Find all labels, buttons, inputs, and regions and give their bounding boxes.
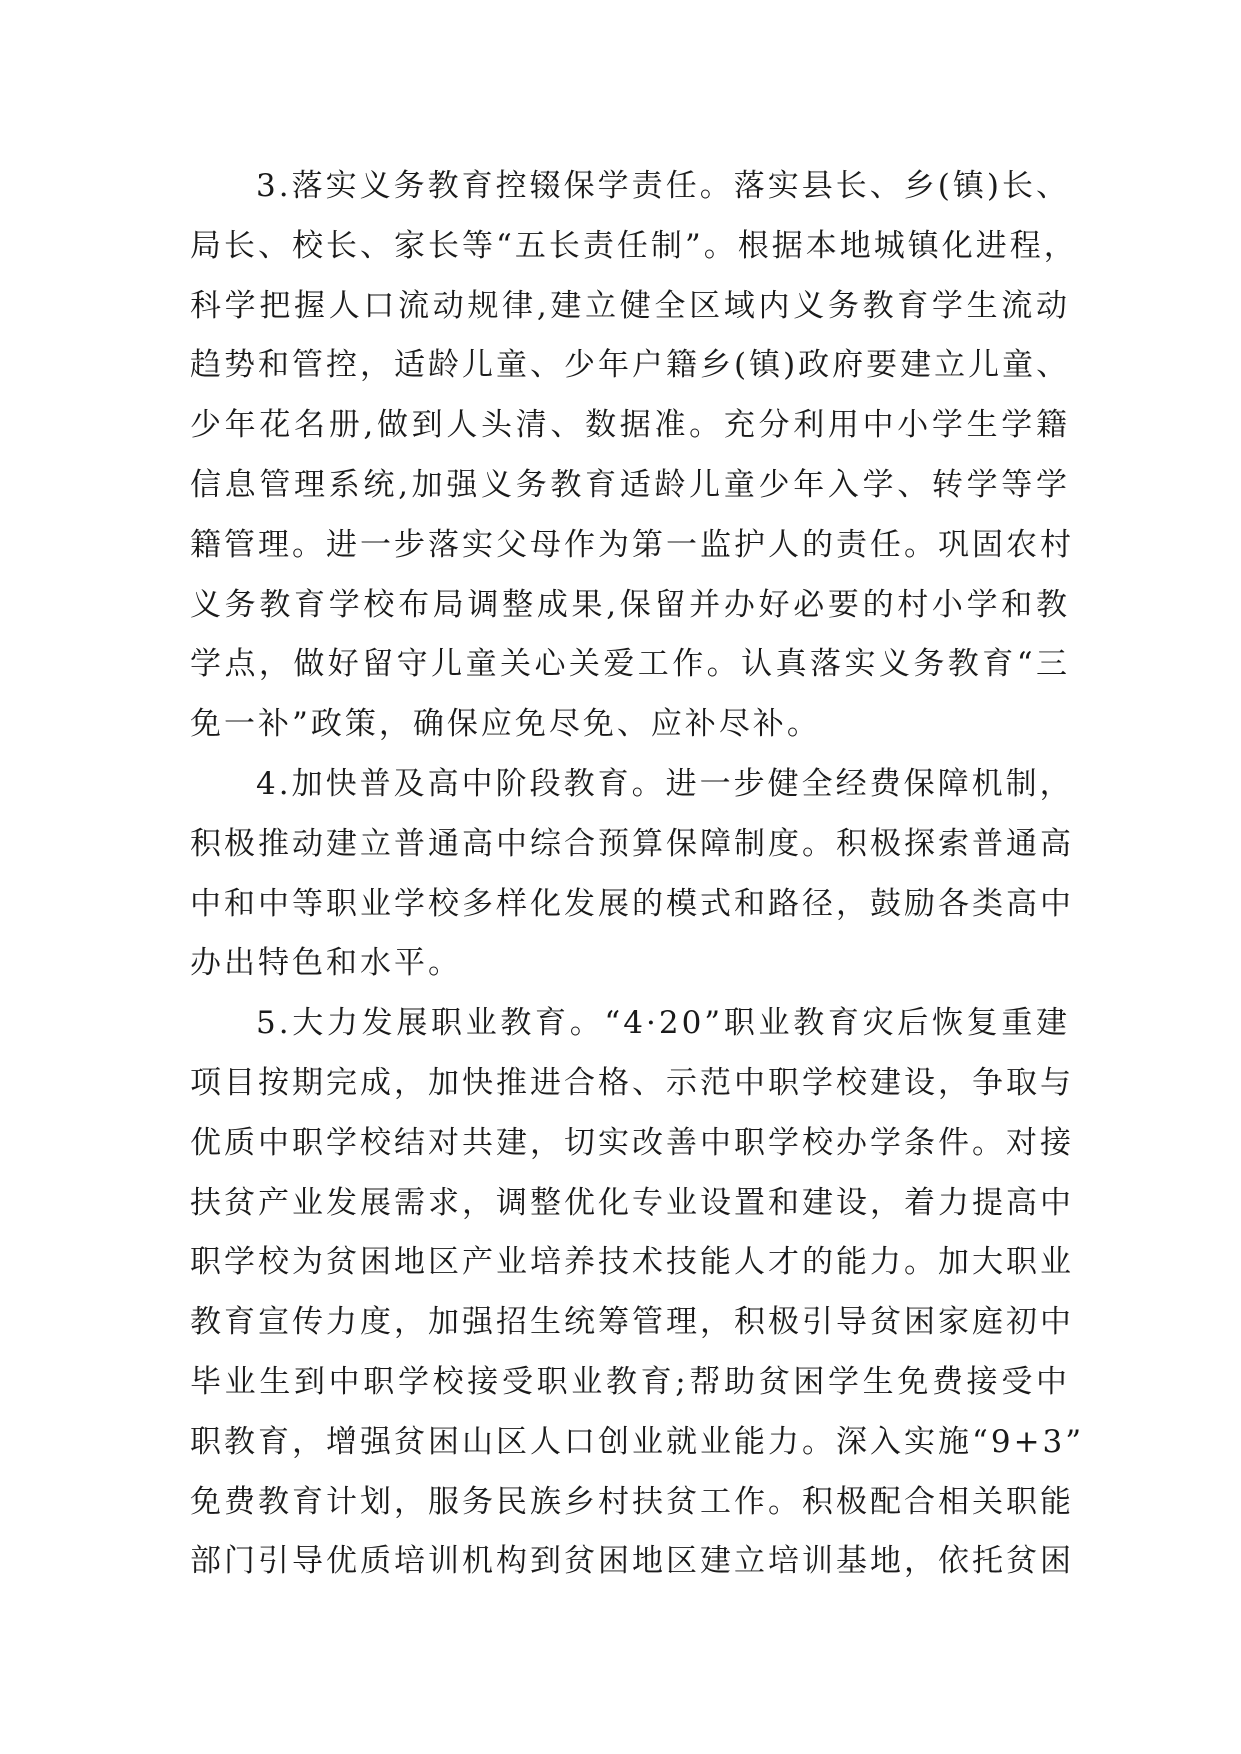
text-line: 免费教育计划，服务民族乡村扶贫工作。积极配合相关职能 [190, 1483, 1074, 1520]
text-line: 学点，做好留守儿童关心关爱工作。认真落实义务教育“三 [190, 646, 1070, 683]
text-line: 局长、校长、家长等“五长责任制”。根据本地城镇化进程， [190, 227, 1078, 264]
text-line: 教育宣传力度，加强招生统筹管理，积极引导贫困家庭初中 [190, 1304, 1074, 1341]
text-line: 信息管理系统,加强义务教育适龄儿童少年入学、转学等学 [190, 466, 1070, 503]
text-line: 中和中等职业学校多样化发展的模式和路径，鼓励各类高中 [190, 885, 1074, 922]
text-line: 部门引导优质培训机构到贫困地区建立培训基地，依托贫困 [190, 1543, 1074, 1580]
text-line: 优质中职学校结对共建，切实改善中职学校办学条件。对接 [190, 1124, 1074, 1161]
body-text [190, 157, 1085, 1592]
text-line: 项目按期完成，加快推进合格、示范中职学校建设，争取与 [190, 1064, 1074, 1101]
text-line: 籍管理。进一步落实父母作为第一监护人的责任。巩固农村 [190, 526, 1074, 563]
text-line: 职学校为贫困地区产业培养技术技能人才的能力。加大职业 [190, 1244, 1074, 1281]
paragraph-3-heading-line: 3.落实义务教育控辍保学责任。落实县长、乡(镇)长、 [256, 168, 1070, 204]
text-line: 少年花名册,做到人头清、数据准。充分利用中小学生学籍 [190, 407, 1070, 444]
text-line: 科学把握人口流动规律,建立健全区域内义务教育学生流动 [190, 287, 1070, 324]
text-line: 扶贫产业发展需求，调整优化专业设置和建设，着力提高中 [190, 1184, 1074, 1221]
text-line: 积极推动建立普通高中综合预算保障制度。积极探索普通高 [190, 825, 1074, 862]
paragraph-5-heading-line: 5.大力发展职业教育。“4·20”职业教育灾后恢复重建 [256, 1005, 1070, 1042]
text-line: 趋势和管控，适龄儿童、少年户籍乡(镇)政府要建立儿童、 [190, 347, 1071, 384]
text-line: 办出特色和水平。 [190, 945, 462, 982]
text-line: 免一补”政策，确保应免尽免、应补尽补。 [190, 706, 821, 743]
paragraph-4-heading-line: 4.加快普及高中阶段教育。进一步健全经费保障机制， [256, 765, 1074, 802]
text-line: 职教育，增强贫困山区人口创业就业能力。深入实施“9+3” [190, 1423, 1085, 1460]
text-line: 义务教育学校布局调整成果,保留并办好必要的村小学和教 [190, 586, 1070, 623]
text-line: 毕业生到中职学校接受职业教育;帮助贫困学生免费接受中 [190, 1363, 1070, 1400]
